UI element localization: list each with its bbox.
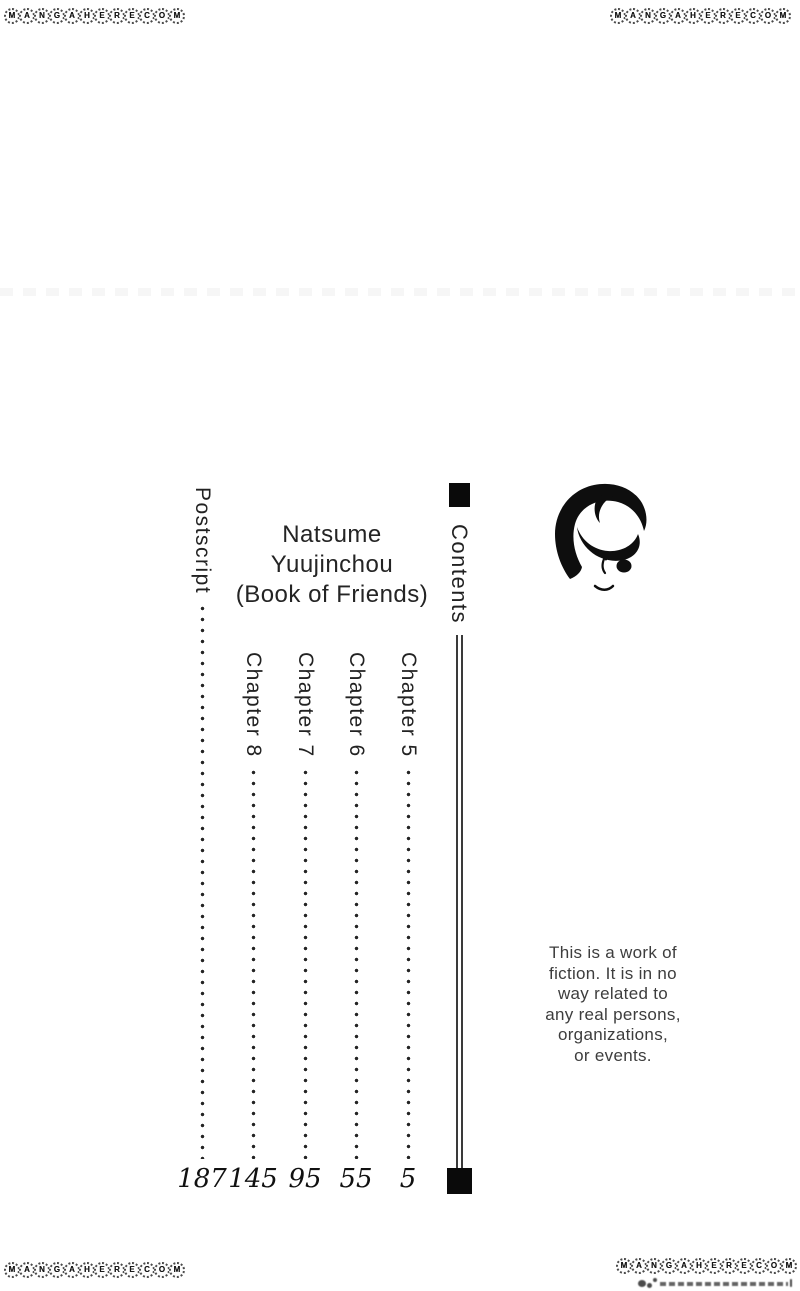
watermark-letter: R xyxy=(109,8,125,24)
watermark-letter: E xyxy=(730,8,746,24)
watermark-letter: N xyxy=(34,1262,50,1278)
watermark-letter: H xyxy=(79,1262,95,1278)
watermark-letter: A xyxy=(670,8,686,24)
contents-column xyxy=(443,483,475,1194)
mangahere-watermark xyxy=(610,8,790,24)
watermark-letter: M xyxy=(4,1262,20,1278)
mangahere-watermark xyxy=(4,8,184,24)
watermark-letter: H xyxy=(691,1258,707,1274)
watermark-letter: C xyxy=(745,8,761,24)
toc-entry xyxy=(283,652,327,1194)
watermark-letter: G xyxy=(49,1262,65,1278)
toc-entry xyxy=(228,652,278,1194)
toc-entry-label: Chapter 8 xyxy=(242,652,265,758)
watermark-letter: O xyxy=(760,8,776,24)
watermark-letter: A xyxy=(64,1262,80,1278)
disclaimer-line: This is a work of xyxy=(549,943,677,962)
watermark-letter: M xyxy=(775,8,791,24)
book-title-line: Yuujinchou xyxy=(270,551,394,578)
watermark-letter: A xyxy=(625,8,641,24)
dotted-leader xyxy=(200,603,205,1159)
watermark-letter: H xyxy=(79,8,95,24)
watermark-letter: A xyxy=(676,1258,692,1274)
dotted-leader xyxy=(354,767,359,1159)
disclaimer-line: fiction. It is in no xyxy=(549,963,677,983)
toc-entry-page: 187 xyxy=(177,1164,227,1194)
watermark-letter: A xyxy=(64,8,80,24)
watermark-letter: C xyxy=(139,8,155,24)
watermark-letter: R xyxy=(721,1258,737,1274)
watermark-letter: M xyxy=(610,8,626,24)
swirl-face-logo xyxy=(549,479,659,601)
watermark-letter: E xyxy=(706,1258,722,1274)
disclaimer-line: or events. xyxy=(574,1045,652,1065)
scanlation-watermark xyxy=(638,1276,796,1290)
watermark-letter: E xyxy=(124,8,140,24)
watermark-letter: E xyxy=(124,1262,140,1278)
watermark-letter: E xyxy=(94,8,110,24)
disclaimer-line: way related to xyxy=(557,984,669,1003)
watermark-letter: C xyxy=(139,1262,155,1278)
toc-entry-label: Chapter 6 xyxy=(345,652,368,758)
scan-artifact-line xyxy=(0,288,800,296)
toc-entry-page: 145 xyxy=(228,1164,278,1194)
book-title-line: Natsume xyxy=(282,521,382,548)
contents-top-square xyxy=(449,483,470,507)
toc-entry xyxy=(386,652,430,1194)
book-title-line: (Book of Friends) xyxy=(235,581,429,608)
watermark-letter: O xyxy=(154,8,170,24)
toc-entry-page: 5 xyxy=(399,1164,417,1194)
smudge-blob xyxy=(647,1283,652,1288)
swirl-face-logo-svg xyxy=(549,479,659,601)
toc-entry xyxy=(334,652,378,1194)
watermark-letter: R xyxy=(109,1262,125,1278)
watermark-letter: R xyxy=(715,8,731,24)
dotted-leader xyxy=(303,767,308,1159)
smudge-line xyxy=(660,1282,788,1286)
watermark-letter: G xyxy=(49,8,65,24)
disclaimer xyxy=(518,943,708,1066)
watermark-letter: N xyxy=(34,8,50,24)
toc-entry xyxy=(177,487,227,1194)
watermark-letter: M xyxy=(169,8,185,24)
watermark-letter: O xyxy=(154,1262,170,1278)
watermark-letter: M xyxy=(169,1262,185,1278)
watermark-letter: O xyxy=(766,1258,782,1274)
watermark-letter: A xyxy=(631,1258,647,1274)
watermark-letter: G xyxy=(655,8,671,24)
watermark-letter: A xyxy=(19,8,35,24)
watermark-letter: E xyxy=(94,1262,110,1278)
mangahere-watermark xyxy=(616,1258,796,1274)
contents-heading: Contents xyxy=(447,524,472,625)
mangahere-watermark xyxy=(4,1262,184,1278)
toc-entry-page: 95 xyxy=(288,1164,322,1194)
smudge-mark xyxy=(790,1279,792,1287)
book-title xyxy=(212,520,452,610)
dotted-leader xyxy=(406,767,411,1159)
watermark-letter: E xyxy=(736,1258,752,1274)
toc-entry-label: Postscript xyxy=(191,487,214,595)
smudge-blob xyxy=(638,1280,646,1287)
watermark-letter: M xyxy=(616,1258,632,1274)
dotted-leader xyxy=(251,767,256,1159)
watermark-letter: G xyxy=(661,1258,677,1274)
disclaimer-line: organizations, xyxy=(557,1025,669,1044)
watermark-letter: N xyxy=(646,1258,662,1274)
watermark-letter: M xyxy=(781,1258,797,1274)
watermark-letter: A xyxy=(19,1262,35,1278)
watermark-letter: E xyxy=(700,8,716,24)
contents-bottom-square xyxy=(447,1168,472,1194)
contents-double-rule xyxy=(456,635,463,1168)
watermark-letter: M xyxy=(4,8,20,24)
watermark-letter: H xyxy=(685,8,701,24)
toc-entry-label: Chapter 7 xyxy=(294,652,317,758)
disclaimer-line: any real persons, xyxy=(545,1004,681,1024)
watermark-letter: N xyxy=(640,8,656,24)
toc-entry-label: Chapter 5 xyxy=(397,652,420,758)
toc-entry-page: 55 xyxy=(339,1164,373,1194)
smudge-blob xyxy=(653,1278,657,1282)
watermark-letter: C xyxy=(751,1258,767,1274)
